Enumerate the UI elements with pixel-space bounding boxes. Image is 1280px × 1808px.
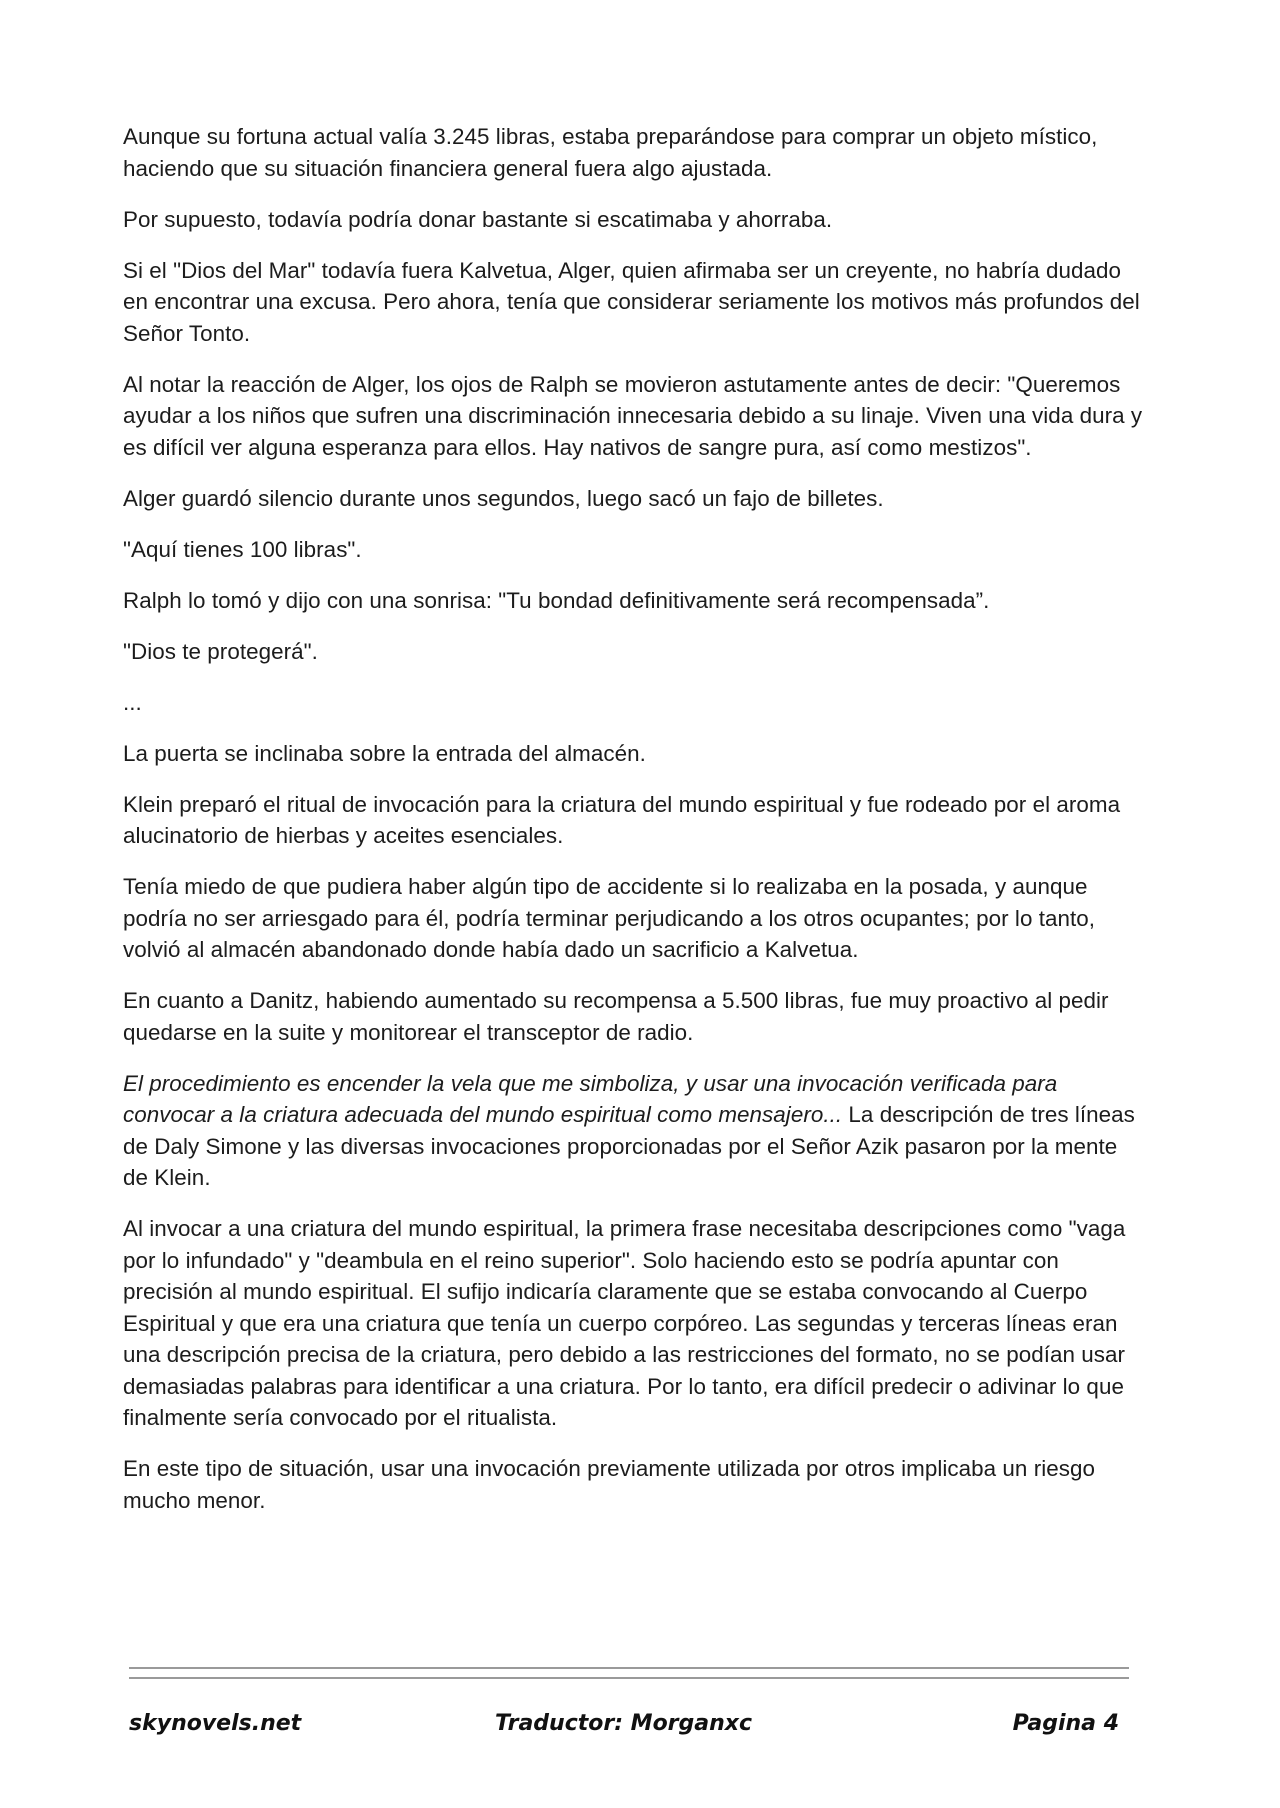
italic-thought: El procedimiento es encender la vela que me simboliza, y usar una invocación verificada para convocar a la criatura adecuada del mundo espiritual como mensajero... xyxy=(123,1070,1058,1127)
page-footer xyxy=(129,1711,1119,1745)
paragraph: "Dios te protegerá". xyxy=(123,638,318,664)
paragraph: Klein preparó el ritual de invocación para la criatura del mundo espiritual y fue rodeado por el aroma alucinatorio de hierbas y aceites esenciales. xyxy=(123,791,1121,848)
paragraph: Alger guardó silencio durante unos segundos, luego sacó un fajo de billetes. xyxy=(123,485,884,511)
scene-break: ... xyxy=(123,689,142,715)
paragraph: Tenía miedo de que pudiera haber algún tipo de accidente si lo realizaba en la posada, y aunque podría no ser arriesgado para él, podría terminar perjudicando a los otros ocupantes; por lo tanto, volvió al almacén abandonado donde había dado un sacrificio a Kalvetua. xyxy=(123,874,1096,962)
paragraph: Al notar la reacción de Alger, los ojos de Ralph se movieron astutamente antes de decir: "Queremos ayudar a los niños que sufren una discriminación innecesaria debido a su linaje. Viven una vida dura y es difícil ver alguna esperanza para ellos. Hay nativos de sangre pura, así como mestizos". xyxy=(123,371,1143,460)
paragraph: En este tipo de situación, usar una invocación previamente utilizada por otros implicaba un riesgo mucho menor. xyxy=(123,1456,1095,1513)
paragraph: La puerta se inclinaba sobre la entrada del almacén. xyxy=(123,740,646,766)
paragraph: En cuanto a Danitz, habiendo aumentado su recompensa a 5.500 libras, fue muy proactivo al pedir quedarse en la suite y monitorear el transceptor de radio. xyxy=(123,988,1109,1045)
paragraph-continuation: La descripción de tres líneas de Daly Simone y las diversas invocaciones proporcionadas por el Señor Azik pasaron por la mente de Klein. xyxy=(123,1102,1135,1190)
paragraph: Por supuesto, todavía podría donar bastante si escatimaba y ahorraba. xyxy=(123,206,833,232)
paragraph: "Aquí tienes 100 libras". xyxy=(123,536,362,562)
paragraph: Aunque su fortuna actual valía 3.245 libras, estaba preparándose para comprar un objeto místico, haciendo que su situación financiera general fuera algo ajustada. xyxy=(123,124,1098,181)
footer-divider xyxy=(129,1667,1129,1687)
footer-page-number: Pagina 4 xyxy=(1012,1711,1119,1736)
document-body xyxy=(123,121,1143,1536)
paragraph: Si el "Dios del Mar" todavía fuera Kalvetua, Alger, quien afirmaba ser un creyente, no habría dudado en encontrar una excusa. Pero ahora, tenía que considerar seriamente los motivos más profundos del Señor Tonto. xyxy=(123,257,1140,346)
footer-translator: Traductor: Morganxc xyxy=(495,1711,753,1736)
paragraph-with-italic xyxy=(123,1068,1143,1194)
divider-line xyxy=(129,1677,1129,1679)
footer-site: skynovels.net xyxy=(129,1711,302,1736)
paragraph: Ralph lo tomó y dijo con una sonrisa: "Tu bondad definitivamente será recompensada”. xyxy=(123,587,990,613)
divider-line xyxy=(129,1667,1129,1669)
paragraph: Al invocar a una criatura del mundo espiritual, la primera frase necesitaba descripciones como "vaga por lo infundado" y "deambula en el reino superior". Solo haciendo esto se podría apuntar con precisión al mundo espiritual. El sufijo indicaría claramente que se estaba convocando al Cuerpo Espiritual y que era una criatura que tenía un cuerpo corpóreo. Las segundas y terceras líneas eran una descripción precisa de la criatura, pero debido a las restricciones del formato, no se podían usar demasiadas palabras para identificar a una criatura. Por lo tanto, era difícil predecir o adivinar lo que finalmente sería convocado por el ritualista. xyxy=(123,1216,1126,1430)
